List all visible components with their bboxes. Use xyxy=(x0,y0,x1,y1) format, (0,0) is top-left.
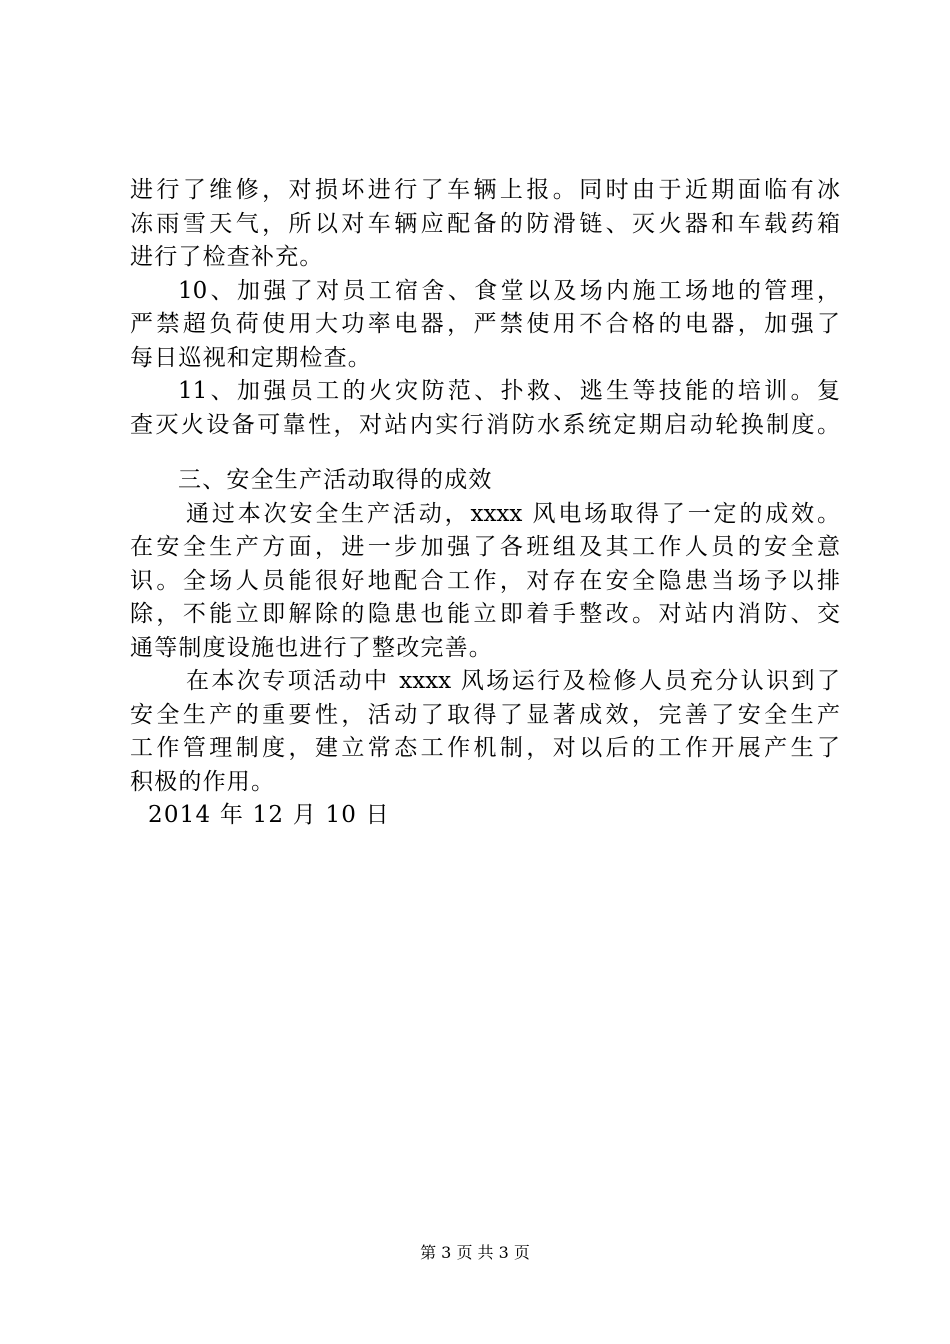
body-line: 进行了检查补充。 xyxy=(130,244,324,270)
body-line: 查灭火设备可靠性，对站内实行消防水系统定期启动轮换制度。 xyxy=(130,411,840,438)
section-heading: 三、安全生产活动取得的成效 xyxy=(178,467,493,493)
body-line: 每日巡视和定期检查。 xyxy=(130,344,372,371)
body-line: 通等制度设施也进行了整改完善。 xyxy=(130,634,493,661)
item-11-line: 11、加强员工的火灾防范、扑救、逃生等技能的培训。复 xyxy=(178,378,840,404)
document-body xyxy=(130,174,840,833)
body-line: 在本次专项活动中 xxxx 风场运行及检修人员充分认识到了 xyxy=(186,668,840,694)
body-line: 除，不能立即解除的隐患也能立即着手整改。对站内消防、交 xyxy=(130,601,840,627)
body-line: 安全生产的重要性，活动了取得了显著成效，完善了安全生产 xyxy=(130,701,840,728)
item-10-line: 10、加强了对员工宿舍、食堂以及场内施工场地的管理， xyxy=(178,277,840,304)
body-line: 在安全生产方面，进一步加强了各班组及其工作人员的安全意 xyxy=(130,534,840,560)
body-line: 积极的作用。 xyxy=(130,768,276,795)
body-line: 工作管理制度，建立常态工作机制，对以后的工作开展产生了 xyxy=(130,735,840,761)
body-line: 通过本次安全生产活动，xxxx 风电场取得了一定的成效。 xyxy=(186,500,840,527)
body-line: 严禁超负荷使用大功率电器，严禁使用不合格的电器，加强了 xyxy=(130,311,840,337)
body-line: 识。全场人员能很好地配合工作，对存在安全隐患当场予以排 xyxy=(130,567,840,594)
body-line: 进行了维修，对损坏进行了车辆上报。同时由于近期面临有冰 xyxy=(130,177,840,203)
paragraph-gap xyxy=(130,442,840,464)
document-date: 2014 年 12 月 10 日 xyxy=(148,802,390,828)
body-line: 冻雨雪天气，所以对车辆应配备的防滑链、灭火器和车载药箱 xyxy=(130,210,840,237)
page-number-footer: 第 3 页 共 3 页 xyxy=(420,1243,530,1262)
